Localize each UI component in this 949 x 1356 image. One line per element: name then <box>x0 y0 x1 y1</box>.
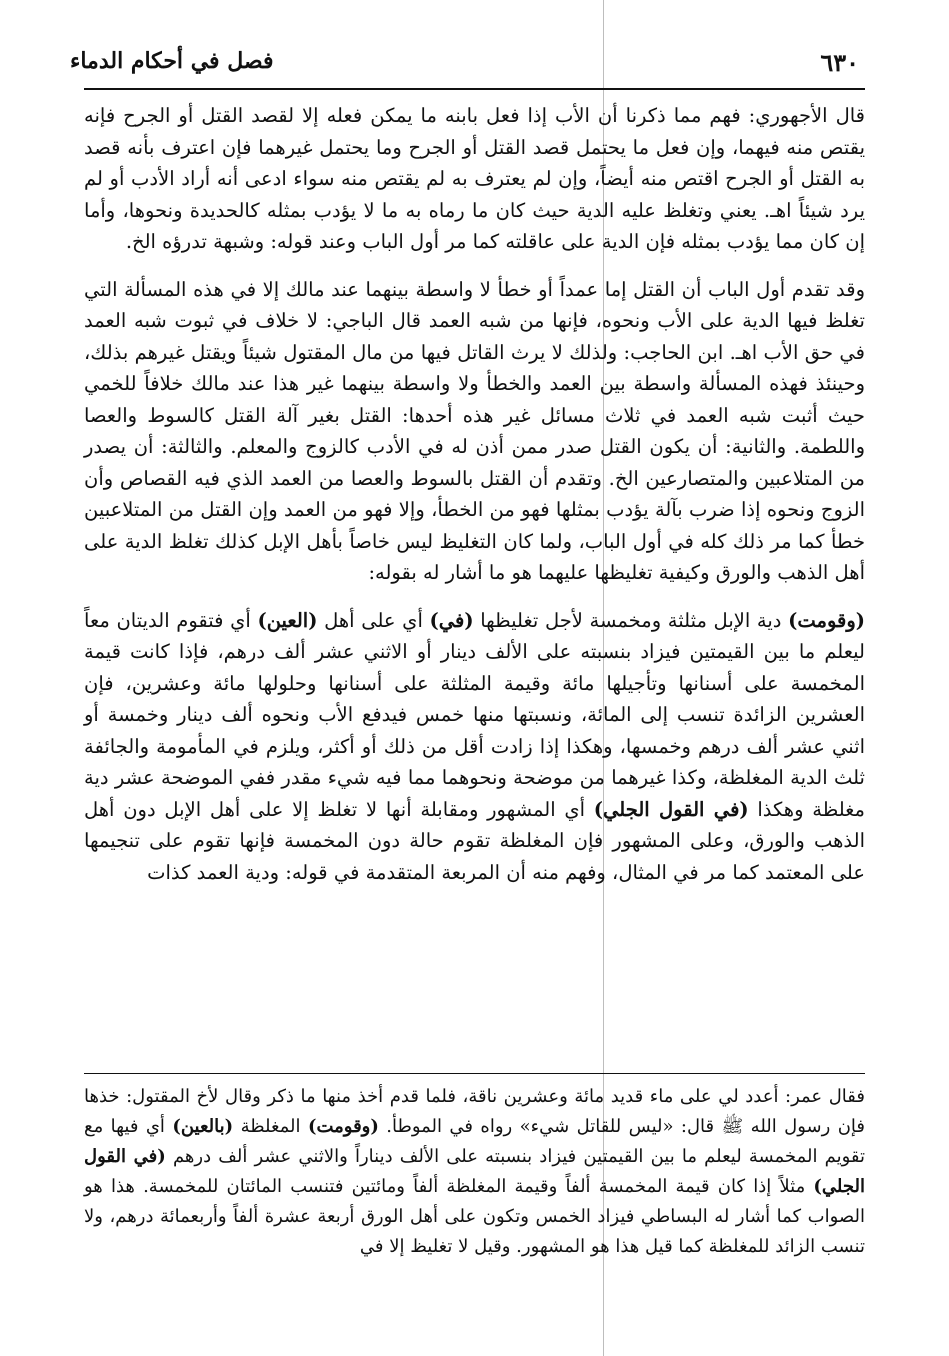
page-number: ٦٣٠ <box>820 48 859 77</box>
running-title: فصل في أحكام الدماء <box>70 48 274 74</box>
footnote-line: أي فيها مع تقويم المخمسة ليعلم ما بين القيمتين فيزاد بنسبته على الألف ديناراً والاثني عشر ألف درهم <box>84 1116 865 1167</box>
paragraph-1: قال الأجهوري: فهم مما ذكرنا أن الأب إذا فعل بابنه ما يمكن فعله إلا لقصد القتل أو الجرح فإنه يقتص منه فيهما، وإن فعل ما يحتمل قصد القتل أو الجرح وما يحتمل غيرهما فإن اعترف بأنه قصد به القتل أو الجرح اقتص منه أيضاً، وإن لم يعترف به لم يقتص منه سواء ادعى أنه أراد الأدب أو لم يرد شيئاً اهـ. يعني وتغلظ عليه الدية حيث كان ما رماه به ما لا يؤدب بمثله كالحديدة ونحوها، وأما إن كان مما يؤدب بمثله فإن الدية على عاقلته كما مر أول الباب وعند قوله: وشبهة تدرؤه الخ. <box>84 104 865 253</box>
paragraph-2: وقد تقدم أول الباب أن القتل إما عمداً أو خطأ لا واسطة بينهما عند مالك إلا في هذه المسألة التي تغلظ فيها الدية على الأب ونحوه، فإنها من شبه العمد قال الباجي: لا خلاف في ثبوت شبه العمد في حق الأب اهـ. ابن الحاجب: ولذلك لا يرث القاتل فيها من مال المقتول شيئاً ويقتل غيرهم بذلك، وحينئذ فهذه المسألة واسطة بين العمد والخطأ ولا واسطة بينهما غير هذا عند مالك خلافاً للخمي حيث أثبت شبه العمد في ثلاث مسائل غير هذه أحدها: القتل بغير آلة القتل كالسوط والعصا واللطمة. والثانية: أن يكون القتل صدر ممن أذن له في الأدب كالزوج والمعلم. والثالثة: أن يصدر من المتلاعبين والمتصارعين الخ. وتقدم أن القتل بالسوط والعصا من العمد الذي فيه القصاص وأن الزوج ونحوه إذا ضرب بآلة يؤدب بمثلها فهو من الخطأ، وإلا فهو من العمد وإن القتل من المتلاعبين خطأ كما مر ذلك كله في أول الباب، ولما كان التغليظ ليس خاصاً بأهل الإبل كذلك تغلظ الدية على أهل الذهب والورق وكيفية تغليظها عليهما هو ما أشار له بقوله: <box>84 277 865 584</box>
commentary-text: دية الإبل مثلثة ومخمسة لأجل تغليظها <box>480 608 782 632</box>
footnote-separator <box>84 1073 865 1074</box>
footnotes <box>84 1082 865 1262</box>
main-text <box>84 100 865 904</box>
matn-keyword: (العين) <box>257 608 318 632</box>
paragraph-3 <box>84 605 865 889</box>
footnote-line: مثلاً إذا كان قيمة المخمسة ألفاً وقيمة المغلظة ألفاً ومائتين فتنسب المائتان للمخمسة. هذا هو الصواب كما أشار له البساطي فيزاد الخمس وتكون على أهل الورق أربعة عشرة ألفاً وأربعمائة درهم، ولا تنسب الزائد للمغلظة كما قيل هذا هو المشهور. وقيل لا تغليظ إلا في <box>84 1176 865 1257</box>
header-rule <box>84 88 865 90</box>
commentary-text: أي فتقوم الديتان معاً ليعلم ما بين القيمتين فيزاد بنسبته على الألف دينار أو الاثني عشر ألف درهم، فإذا كانت قيمة المخمسة على أسنانها وتأجيلها مائة وقيمة المثلثة على أسنانها وحلولها مائة وعشرين، فإن العشرين الزائدة تنسب إلى المائة، ونسبتها منها خمس فيدفع الأب ونحوه ألف دينار وخمسة أو اثني عشر ألف درهم وخمسها، وهكذا إذا زادت أقل من ذلك أو أكثر، ويلزم في المأمومة والجائفة ثلث الدية المغلظة، وكذا غيرهما من موضحة ونحوهما مما فيه شيء مقدر ففي الموضحة عشر دية مغلظة وهكذا <box>84 608 865 821</box>
matn-keyword: (في) <box>429 608 474 632</box>
matn-keyword: (وقومت) <box>788 608 866 632</box>
commentary-text: أي على أهل <box>324 608 423 632</box>
footnote-keyword: (وقومت) <box>307 1116 379 1137</box>
commentary-text: أي المشهور ومقابلة أنها لا تغلظ إلا على أهل الإبل دون أهل الذهب والورق، وعلى المشهور فإن المغلظة تقوم حالة دون المخمسة فإنها تقوم على تنجيمها على المعتمد كما مر في المثال، وفهم منه أن المربعة المتقدمة في قوله: ودية العمد كذات <box>84 797 865 884</box>
footnote-keyword: (بالعين) <box>172 1116 234 1137</box>
matn-keyword: (في القول الجلي) <box>593 797 749 821</box>
page-header <box>70 40 859 86</box>
footnote-text <box>84 1082 865 1262</box>
footnote-line: فقال عمر: أعدد لي على ماء قديد مائة وعشرين ناقة، فلما قدم أخذ منها ما ذكر وقال لأخ المقتول: خذها فإن رسول الله ﷺ قال: «ليس للقاتل شيء» رواه في الموطأ. <box>84 1086 866 1137</box>
footnote-keyword: (في القول الجلي) <box>84 1146 865 1197</box>
footnote-line: المغلظة <box>240 1116 301 1137</box>
